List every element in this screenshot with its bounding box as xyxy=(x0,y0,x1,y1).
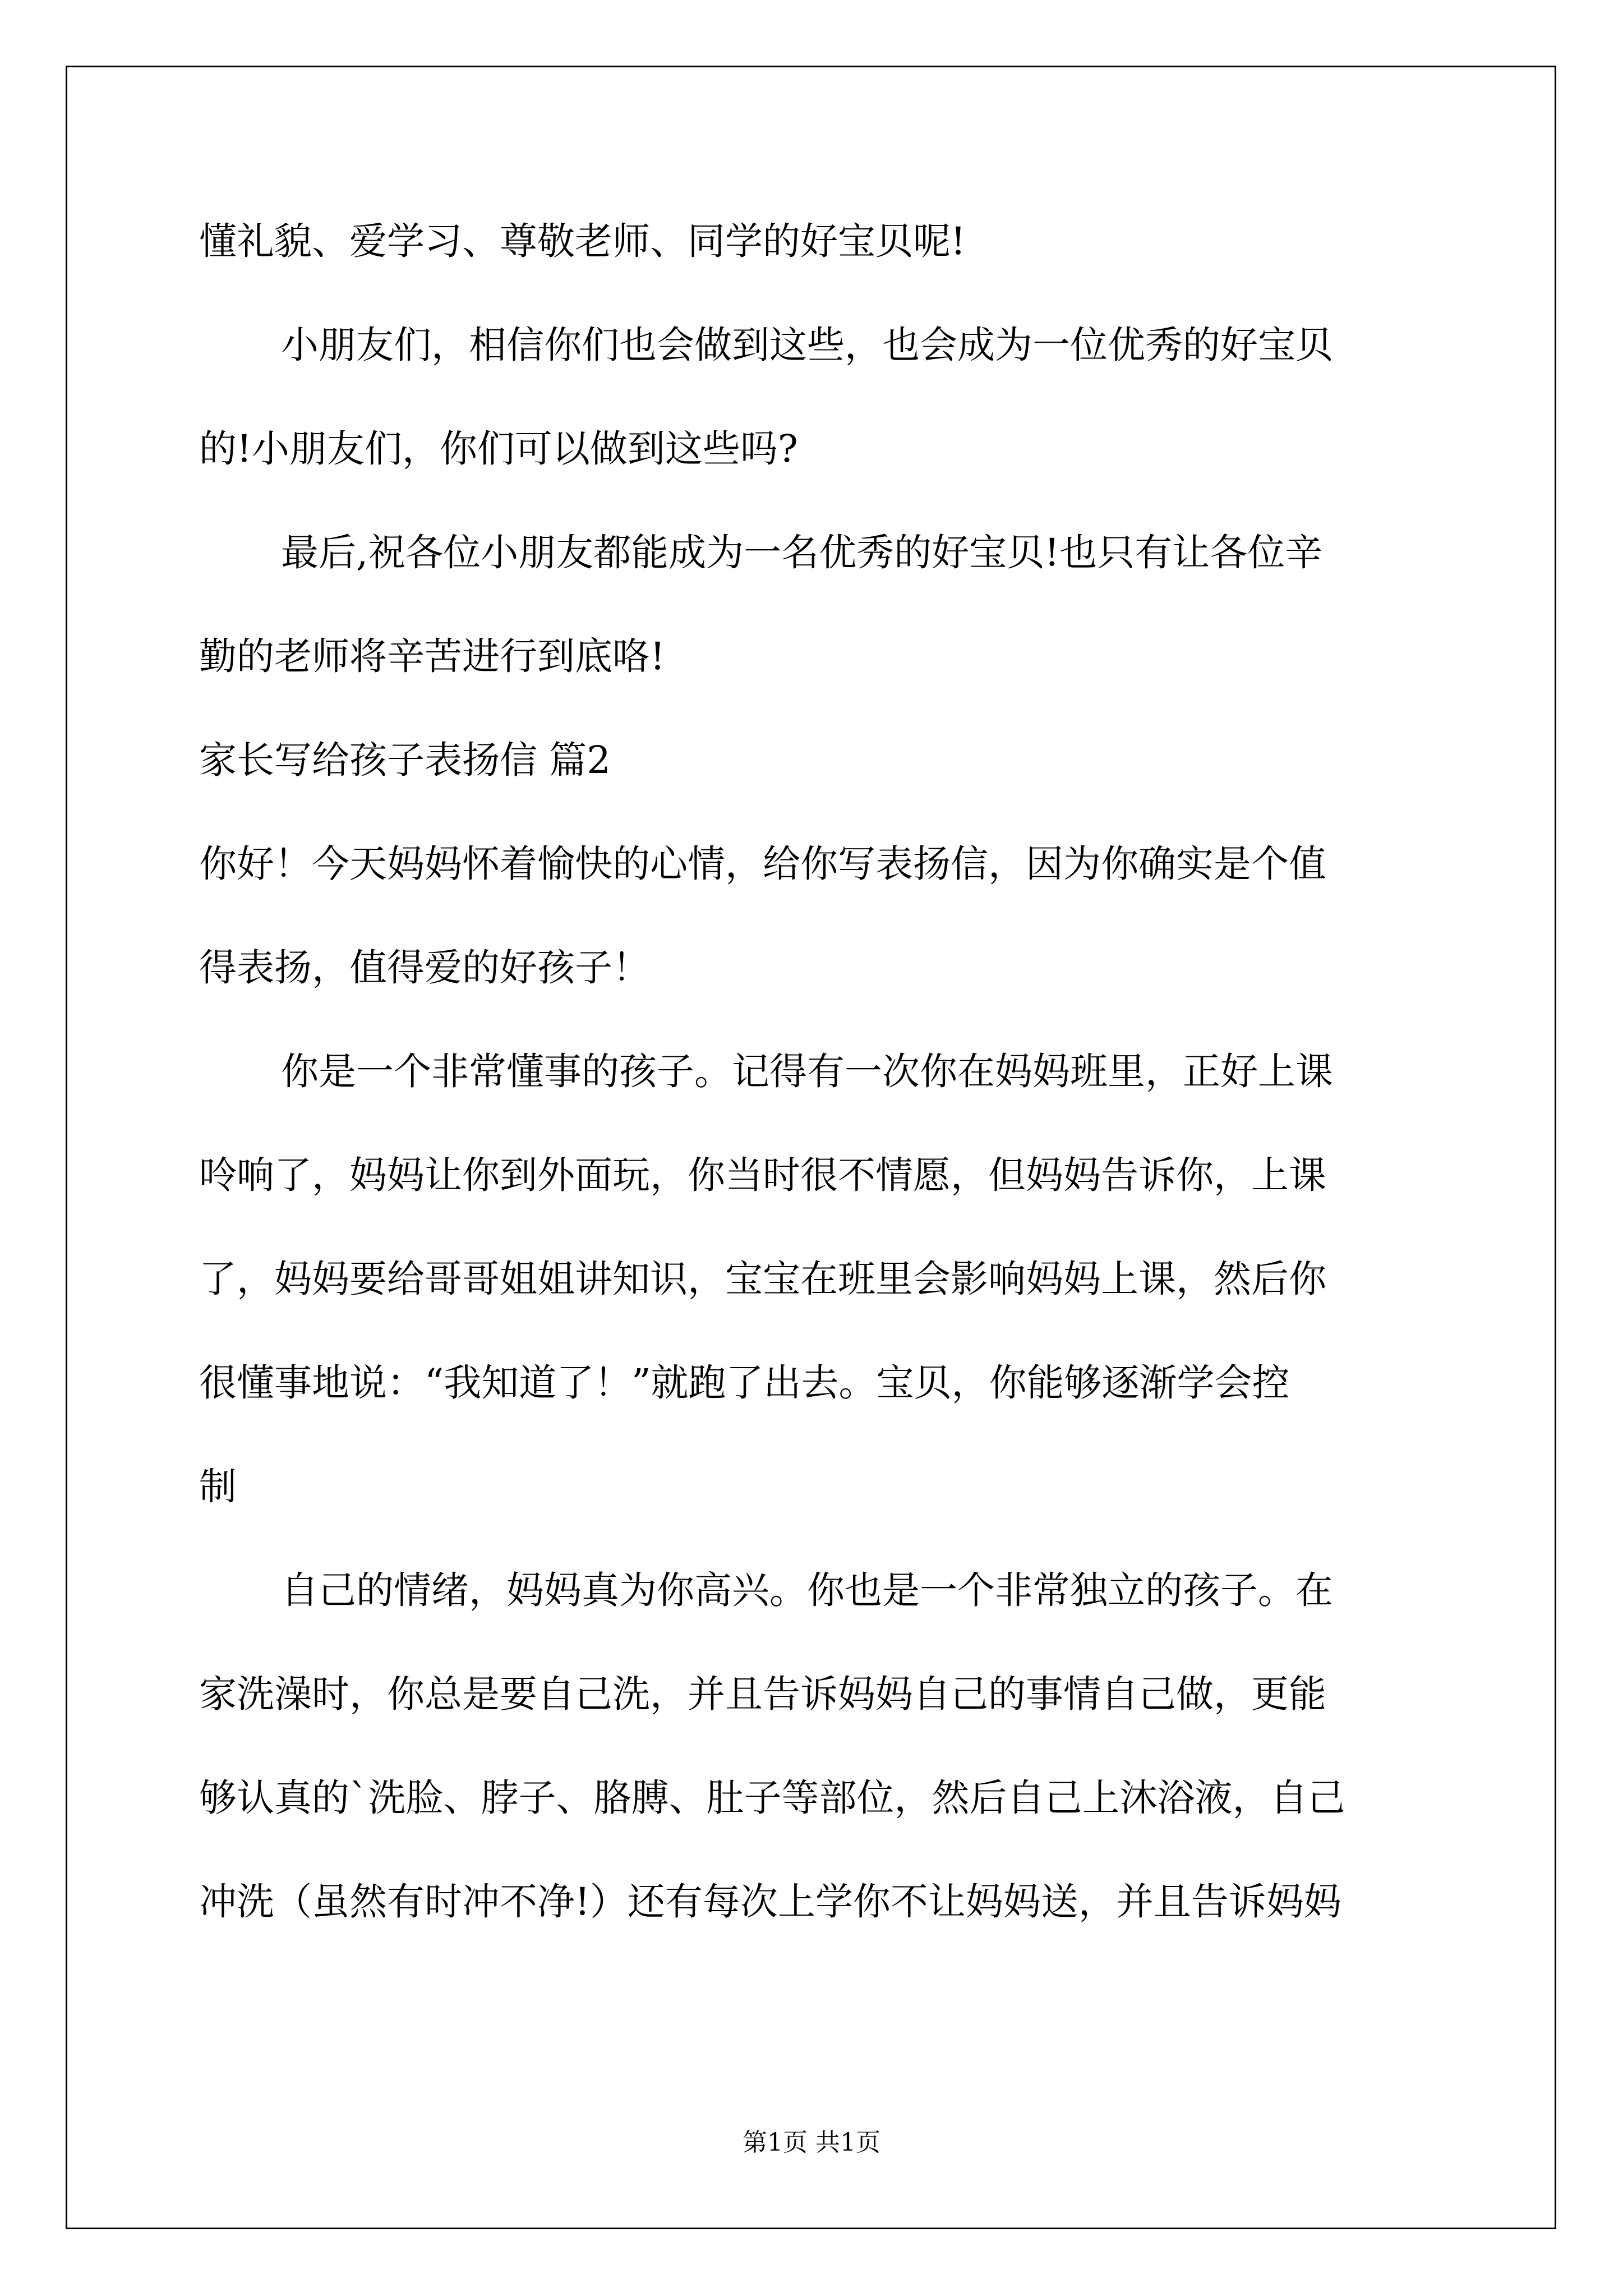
text-line: 最后,祝各位小朋友都能成为一名优秀的好宝贝!也只有让各位辛 xyxy=(281,531,1323,574)
text-line: 了，妈妈要给哥哥姐姐讲知识，宝宝在班里会影响妈妈上课，然后你 xyxy=(199,1257,1326,1301)
section-heading: 家长写给孩子表扬信 篇2 xyxy=(199,738,611,782)
text-line: 你好！今天妈妈怀着愉快的心情，给你写表扬信，因为你确实是个值 xyxy=(199,842,1326,886)
text-line: 你是一个非常懂事的孩子。记得有一次你在妈妈班里，正好上课 xyxy=(281,1050,1333,1093)
text-line: 冲洗（虽然有时冲不净!）还有每次上学你不让妈妈送，并且告诉妈妈 xyxy=(199,1880,1341,1924)
text-line: 够认真的`洗脸、脖子、胳膊、肚子等部位，然后自己上沐浴液，自己 xyxy=(199,1776,1345,1820)
text-line: 懂礼貌、爱学习、尊敬老师、同学的好宝贝呢! xyxy=(199,219,966,263)
text-line: 得表扬，值得爱的好孩子！ xyxy=(199,946,650,990)
text-line: 小朋友们，相信你们也会做到这些，也会成为一位优秀的好宝贝 xyxy=(281,323,1333,367)
text-line: 呤响了，妈妈让你到外面玩，你当时很不情愿，但妈妈告诉你，上课 xyxy=(199,1153,1326,1197)
text-line: 家洗澡时，你总是要自己洗，并且告诉妈妈自己的事情自己做，更能 xyxy=(199,1672,1326,1716)
text-line: 勤的老师将辛苦进行到底咯! xyxy=(199,634,665,678)
text-line: 很懂事地说：“我知道了！”就跑了出去。宝贝，你能够逐渐学会控 xyxy=(199,1361,1290,1405)
page-footer: 第1页 共1页 xyxy=(743,2128,880,2157)
text-line: 的!小朋友们，你们可以做到这些吗? xyxy=(199,427,798,471)
text-line: 制 xyxy=(199,1465,237,1508)
text-line: 自己的情绪，妈妈真为你高兴。你也是一个非常独立的孩子。在 xyxy=(281,1568,1333,1612)
